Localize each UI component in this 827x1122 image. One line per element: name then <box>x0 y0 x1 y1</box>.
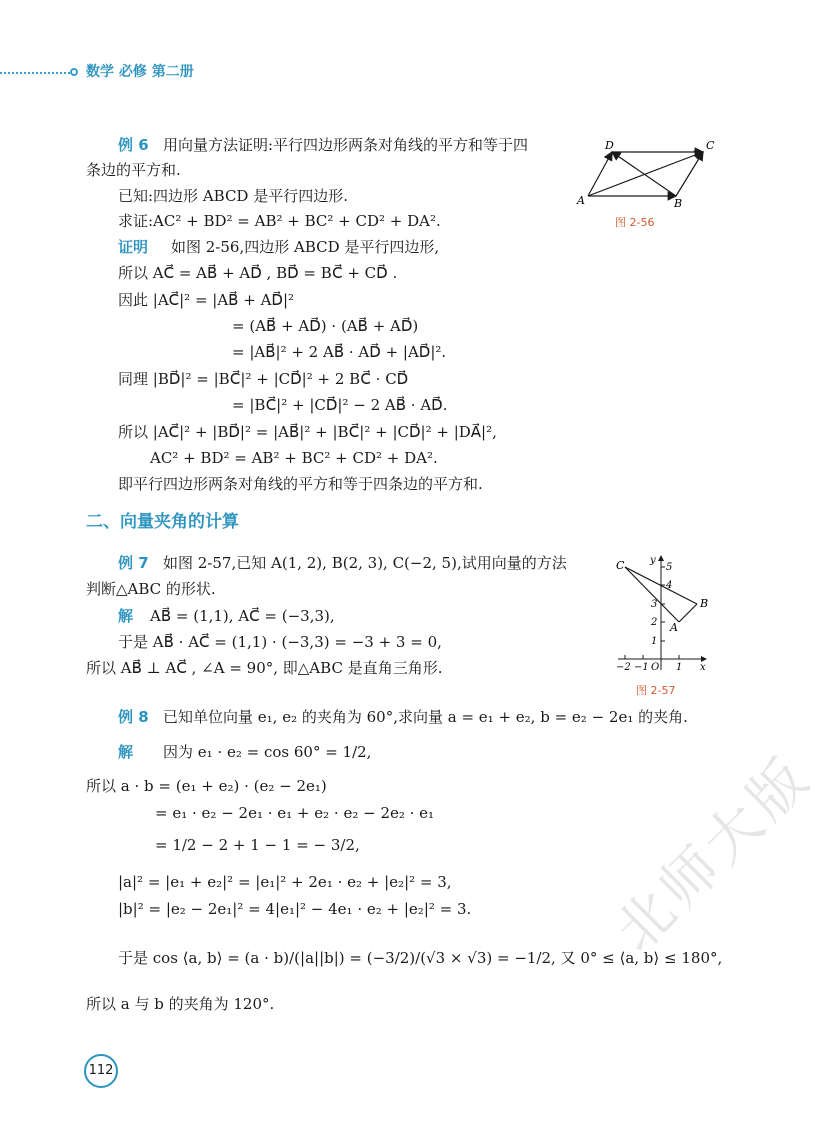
figure-2-57-caption: 图 2-57 <box>636 684 676 697</box>
given-line: 已知:四边形 ABCD 是平行四边形. <box>118 187 348 205</box>
example-6-statement-cont: 条边的平方和. <box>86 161 181 179</box>
prove-line: 求证:AC² + BD² = AB² + BC² + CD² + DA². <box>118 212 441 230</box>
example-6-label: 例 6 <box>118 136 149 154</box>
publisher-watermark: 北师大版 <box>603 743 825 965</box>
proof-line-1: 如图 2-56,四边形 ABCD 是平行四边形, <box>171 238 440 256</box>
fig57-tick-3: 3 <box>651 599 658 610</box>
fig57-tick-x1: 1 <box>676 662 683 673</box>
solution-8-line-5: |a|² = |e₁ + e₂|² = |e₁|² + 2e₁ · e₂ + |e₂|² = 3, <box>118 873 452 891</box>
fig57-origin: O <box>651 662 660 673</box>
fig57-axis-x: x <box>700 662 706 673</box>
fig57-tick-4: 4 <box>666 580 673 591</box>
example-7-statement: 如图 2-57,已知 A(1, 2), B(2, 3), C(−2, 5),试用向量的方法 <box>163 554 567 572</box>
example-6-statement: 用向量方法证明:平行四边形两条对角线的平方和等于四 <box>163 136 529 154</box>
solution-8-conclusion: 所以 a 与 b 的夹角为 120°. <box>86 995 275 1013</box>
fig57-tick-2: 2 <box>651 617 658 628</box>
solution-7-label: 解 <box>118 607 134 625</box>
solution-8-label: 解 <box>118 743 134 761</box>
proof-line-3: 因此 |AC⃗|² = |AB⃗ + AD⃗|² <box>118 291 295 309</box>
fig56-label-b: B <box>674 197 683 210</box>
proof-conclusion: 即平行四边形两条对角线的平方和等于四条边的平方和. <box>118 475 483 493</box>
fig56-label-a: A <box>577 194 585 207</box>
header-title: 数学 必修 第二册 <box>86 64 194 80</box>
solution-8-line-1: 因为 e₁ · e₂ = cos 60° = 1/2, <box>163 743 372 761</box>
figure-2-56-caption: 图 2-56 <box>615 216 655 229</box>
example-8-statement: 已知单位向量 e₁, e₂ 的夹角为 60°,求向量 a = e₁ + e₂, b = e₂ − 2e₁ 的夹角. <box>163 708 688 726</box>
solution-8-line-2: 所以 a · b = (e₁ + e₂) · (e₂ − 2e₁) <box>86 777 327 795</box>
proof-line-5: = |AB⃗|² + 2 AB⃗ · AD⃗ + |AD⃗|². <box>232 343 447 361</box>
solution-8-line-3: = e₁ · e₂ − 2e₁ · e₁ + e₂ · e₂ − 2e₂ · e₁ <box>155 804 435 822</box>
figure-2-57-coordinate-plot <box>612 552 712 672</box>
header-dotted-line <box>0 72 70 74</box>
fig57-axis-y: y <box>650 555 656 566</box>
proof-line-9: AC² + BD² = AB² + BC² + CD² + DA². <box>150 449 438 467</box>
example-8-label: 例 8 <box>118 708 149 726</box>
fig57-tick-5: 5 <box>666 562 673 573</box>
solution-7-line-3: 所以 AB⃗ ⊥ AC⃗ , ∠A = 90°, 即△ABC 是直角三角形. <box>86 659 443 677</box>
fig56-label-c: C <box>706 139 715 152</box>
figure-2-56-parallelogram <box>570 136 720 208</box>
header-circle-icon <box>70 68 78 76</box>
solution-8-line-6: |b|² = |e₂ − 2e₁|² = 4|e₁|² − 4e₁ · e₂ + |e₂|² = 3. <box>118 900 472 918</box>
fig57-point-b: B <box>700 597 709 610</box>
solution-8-line-4: = 1/2 − 2 + 1 − 1 = − 3/2, <box>155 836 360 854</box>
page-number: 112 <box>84 1054 118 1088</box>
solution-8-line-7: 于是 cos ⟨a, b⟩ = (a · b)/(|a||b|) = (−3/2)/(√3 × √3) = −1/2, 又 0° ≤ ⟨a, b⟩ ≤ 180°, <box>118 949 723 967</box>
fig57-point-a: A <box>670 621 678 634</box>
proof-line-8: 所以 |AC⃗|² + |BD⃗|² = |AB⃗|² + |BC⃗|² + |CD⃗|² + |DA⃗|², <box>118 423 497 441</box>
fig57-tick-neg2: −2 <box>616 662 631 673</box>
section-heading: 二、向量夹角的计算 <box>86 512 239 532</box>
solution-7-line-1: AB⃗ = (1,1), AC⃗ = (−3,3), <box>150 607 335 625</box>
proof-line-6: 同理 |BD⃗|² = |BC⃗|² + |CD⃗|² + 2 BC⃗ · CD⃗ <box>118 370 409 388</box>
fig56-label-d: D <box>605 139 614 152</box>
proof-label: 证明 <box>118 238 149 256</box>
proof-line-2: 所以 AC⃗ = AB⃗ + AD⃗ , BD⃗ = BC⃗ + CD⃗ . <box>118 264 398 282</box>
example-7-statement-cont: 判断△ABC 的形状. <box>86 580 216 598</box>
fig57-point-c: C <box>616 559 625 572</box>
proof-line-4: = (AB⃗ + AD⃗) · (AB⃗ + AD⃗) <box>232 317 419 335</box>
proof-line-7: = |BC⃗|² + |CD⃗|² − 2 AB⃗ · AD⃗. <box>232 396 448 414</box>
fig57-tick-neg1: −1 <box>634 662 649 673</box>
fig57-tick-1: 1 <box>651 636 658 647</box>
solution-7-line-2: 于是 AB⃗ · AC⃗ = (1,1) · (−3,3) = −3 + 3 = 0, <box>118 633 442 651</box>
example-7-label: 例 7 <box>118 554 149 572</box>
